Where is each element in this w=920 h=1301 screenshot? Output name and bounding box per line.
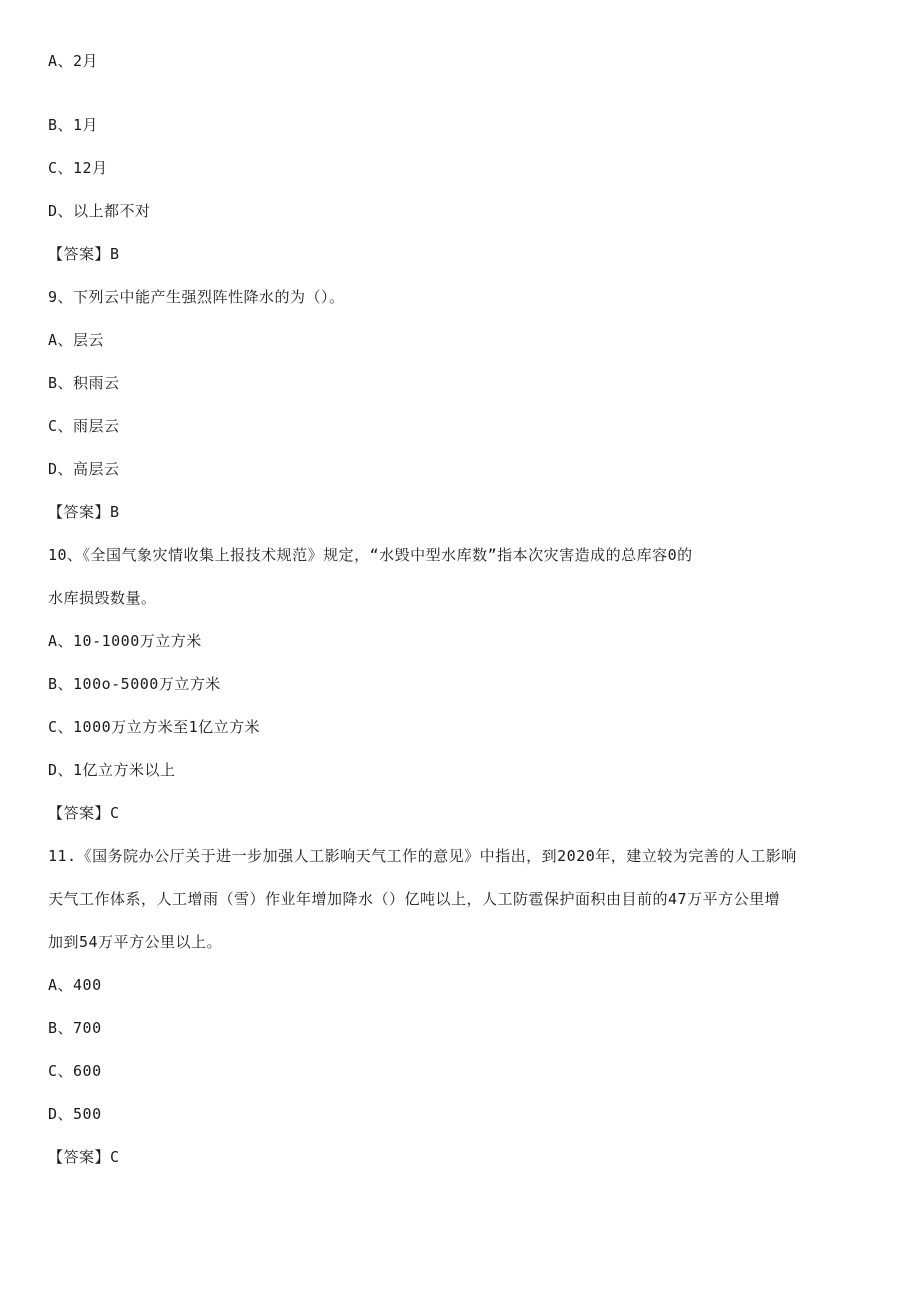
option-c-q10: C、1000万立方米至1亿立方米 [48,718,261,736]
option-b-q11: B、700 [48,1019,102,1037]
option-d-q11: D、500 [48,1105,102,1123]
option-a-q8: A、2月 [48,52,99,70]
answer-q11: 【答案】C [48,1148,120,1166]
option-c-q8: C、12月 [48,159,108,177]
question-11-continued-1: 天气工作体系，人工增雨（雪）作业年增加降水（）亿吨以上，人工防雹保护面积由目前的47万平方公里增 [48,890,781,908]
option-c-q11: C、600 [48,1062,102,1080]
option-d-q8: D、以上都不对 [48,202,151,220]
option-d-q10: D、1亿立方米以上 [48,761,176,779]
question-11-continued-2: 加到54万平方公里以上。 [48,933,223,951]
option-b-q9: B、积雨云 [48,374,120,392]
question-11: 11.《国务院办公厅关于进一步加强人工影响天气工作的意见》中指出，到2020年，建立较为完善的人工影响 [48,847,797,865]
option-d-q9: D、高层云 [48,460,120,478]
option-c-q9: C、雨层云 [48,417,120,435]
answer-q10: 【答案】C [48,804,120,822]
answer-q8: 【答案】B [48,245,120,263]
question-9: 9、下列云中能产生强烈阵性降水的为（）。 [48,288,345,306]
option-b-q10: B、100o-5000万立方米 [48,675,221,693]
answer-q9: 【答案】B [48,503,120,521]
option-b-q8: B、1月 [48,116,99,134]
option-a-q9: A、层云 [48,331,105,349]
question-10: 10、《全国气象灾情收集上报技术规范》规定，“水毁中型水库数”指本次灾害造成的总库容0的 [48,546,693,564]
question-10-continued: 水库损毁数量。 [48,589,157,607]
option-a-q10: A、10-1000万立方米 [48,632,202,650]
option-a-q11: A、400 [48,976,102,994]
